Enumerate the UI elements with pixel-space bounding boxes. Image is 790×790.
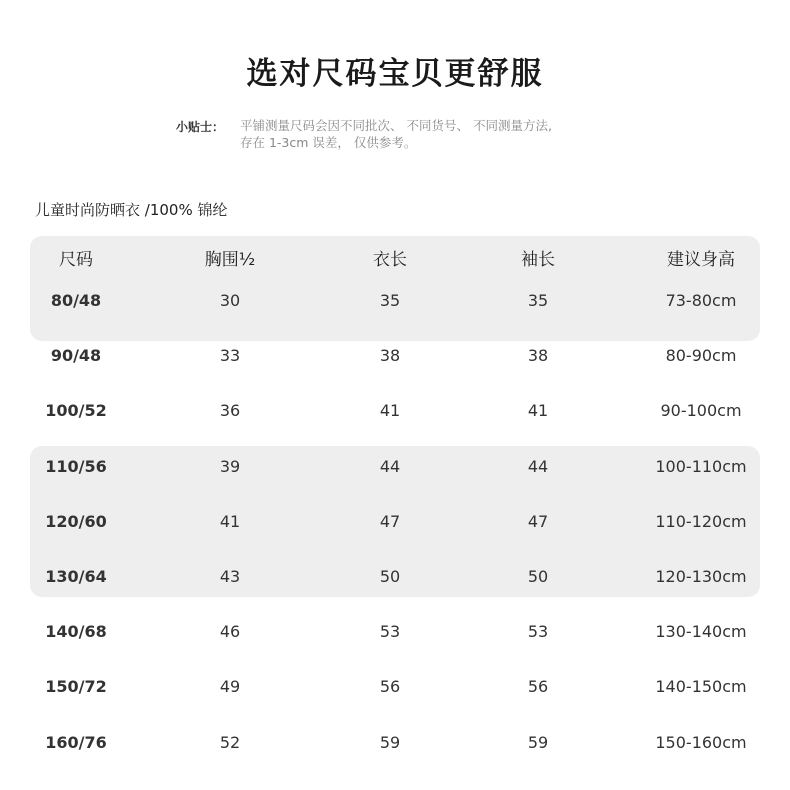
cell-sleeve: 41 [527,401,549,420]
cell-chest: 52 [219,733,241,752]
cell-chest: 30 [219,291,241,310]
cell-length: 47 [379,512,401,531]
cell-chest: 43 [219,567,241,586]
cell-sleeve: 59 [527,733,549,752]
tip-line-1: 平铺测量尺码会因不同批次、 不同货号、 不同测量方法, [240,118,552,133]
cell-size: 150/72 [45,677,107,696]
cell-length: 56 [379,677,401,696]
tip-label: 小贴士： [176,120,225,134]
tip-text [240,117,552,151]
cell-height: 73-80cm [665,291,737,310]
cell-height: 90-100cm [660,401,742,420]
cell-size: 140/68 [45,622,107,641]
product-name: 儿童时尚防晒衣 /100% 锦纶 [35,201,228,219]
cell-height: 110-120cm [655,512,747,531]
cell-length: 50 [379,567,401,586]
page-title: 选对尺码宝贝更舒服 [246,56,544,92]
cell-size: 100/52 [45,401,107,420]
cell-length: 41 [379,401,401,420]
cell-chest: 41 [219,512,241,531]
cell-chest: 33 [219,346,241,365]
cell-size: 110/56 [45,457,107,476]
cell-size: 80/48 [50,291,102,310]
header-height: 建议身高 [667,250,735,270]
cell-length: 38 [379,346,401,365]
cell-sleeve: 50 [527,567,549,586]
cell-size: 90/48 [50,346,102,365]
header-length: 衣长 [373,250,407,270]
cell-size: 160/76 [45,733,107,752]
cell-sleeve: 53 [527,622,549,641]
cell-chest: 49 [219,677,241,696]
cell-length: 35 [379,291,401,310]
cell-chest: 39 [219,457,241,476]
cell-length: 53 [379,622,401,641]
tip-line-2: 存在 1-3cm 误差， 仅供参考。 [240,135,417,150]
cell-sleeve: 35 [527,291,549,310]
cell-height: 120-130cm [655,567,747,586]
cell-size: 120/60 [45,512,107,531]
cell-height: 150-160cm [655,733,747,752]
header-sleeve: 袖长 [521,250,555,270]
cell-length: 59 [379,733,401,752]
header-size: 尺码 [59,250,93,270]
cell-height: 80-90cm [665,346,737,365]
cell-height: 100-110cm [655,457,747,476]
cell-chest: 46 [219,622,241,641]
cell-sleeve: 38 [527,346,549,365]
cell-chest: 36 [219,401,241,420]
cell-height: 140-150cm [655,677,747,696]
cell-size: 130/64 [45,567,107,586]
header-chest: 胸围½ [204,250,256,270]
cell-sleeve: 56 [527,677,549,696]
cell-height: 130-140cm [655,622,747,641]
cell-sleeve: 44 [527,457,549,476]
cell-sleeve: 47 [527,512,549,531]
cell-length: 44 [379,457,401,476]
